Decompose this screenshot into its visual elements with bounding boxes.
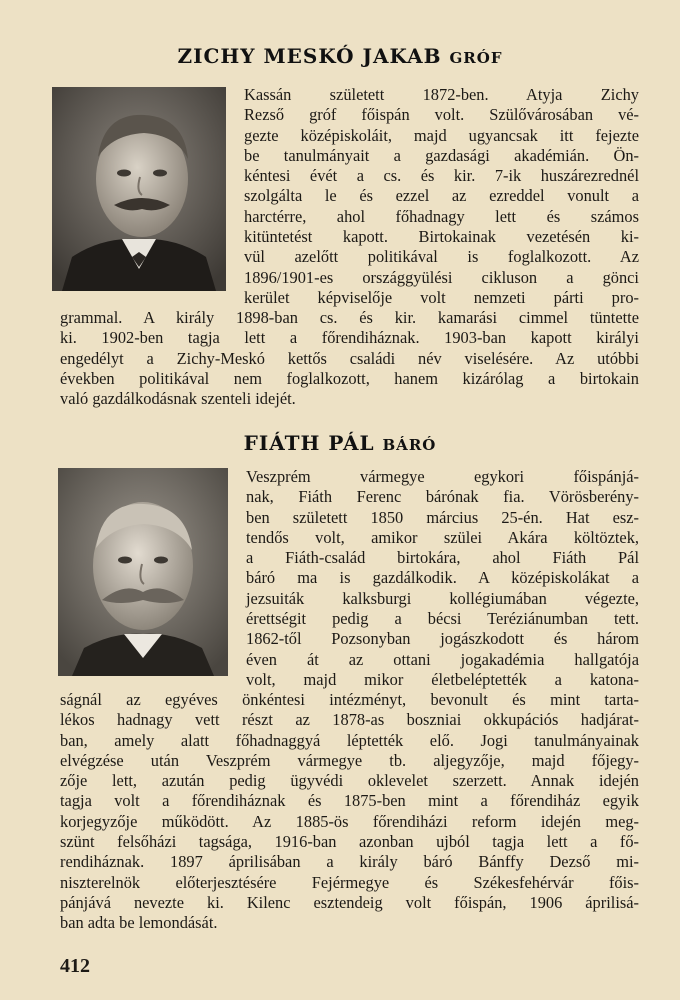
text-line: grammal. A király 1898-ban cs. és kir. kamarási cimmel tüntette	[60, 308, 639, 327]
section-2-title: FIÁTH PÁL	[243, 431, 375, 455]
text-line: kerület képviselője volt nemzeti párti pro-	[244, 287, 639, 307]
text-line: 1862-től Pozsonyban jogászkodott és három	[246, 629, 639, 649]
text-line: nak, Fiáth Ferenc bárónak fia. Vörösberény-	[246, 487, 639, 507]
section-2-text-wrapped	[246, 467, 639, 690]
page-number: 412	[60, 955, 90, 977]
text-line: rendiháznak. 1897 áprilisában a király báró Bánffy Dezső mi-	[60, 852, 639, 872]
text-line: harctérre, ahol főhadnagy lett és számos	[244, 206, 639, 226]
text-line: kitüntetést kapott. Birtokainak vezetésén ki-	[244, 227, 639, 247]
text-line: pánjává nevezte ki. Kilenc esztendeig volt főispán, 1906 áprilisá-	[60, 892, 639, 912]
text-line: volt, majd mikor életbeléptették a katona-	[246, 669, 639, 689]
text-line: ki. 1902-ben tagja lett a főrendiháznak. 1903-ban kapott királyi	[60, 328, 639, 348]
text-line: kéntesi évét a cs. és kir. 7-ik huszárezrednél	[244, 166, 639, 186]
text-line: engedélyt a Zichy-Meskó kettős családi név viselésére. Az utóbbi	[60, 348, 639, 368]
text-line: tagja volt a főrendiháznak és 1875-ben mint a főrendiház egyik	[60, 791, 639, 811]
text-line: niszterelnök előterjesztésére Fejérmegye és Székesfehérvár főis-	[60, 872, 639, 892]
text-line: való gazdálkodásnak szenteli idejét.	[60, 389, 296, 409]
text-line: ban, amely alatt főhadnaggyá léptették elő. Jogi tanulmányainak	[60, 730, 639, 750]
section-1-text-full	[60, 308, 639, 409]
text-line: ben született 1850 március 25-én. Hat esz-	[246, 507, 639, 527]
text-line: be tanulmányait a gazdasági akadémián. Ön-	[244, 145, 639, 165]
text-line: vül azelőtt politikával is foglalkozott. Az	[244, 247, 639, 267]
text-line: jezsuiták kalksburgi kollégiumában végezte,	[246, 588, 639, 608]
section-1-heading	[0, 44, 680, 68]
text-line: báró ma is gazdálkodik. A középiskolákat a	[246, 568, 639, 588]
section-1-portrait	[52, 87, 226, 291]
section-2-rank: BÁRÓ	[382, 436, 437, 454]
text-line: tendős volt, amikor szülei Akára költöztek,	[246, 527, 639, 547]
text-line: szünt felsőházi tagsága, 1916-ban azonban ujból tagja lett a fő-	[60, 832, 639, 852]
text-line: ságnál az egyéves önkéntesi intézményt, bevonult és mint tarta-	[60, 690, 639, 709]
text-line: Kassán született 1872-ben. Atyja Zichy	[244, 85, 639, 104]
text-line: Veszprém vármegye egykori főispánjá-	[246, 467, 639, 486]
section-2-heading	[0, 431, 680, 455]
text-line: a Fiáth-család birtokára, ahol Fiáth Pál	[246, 548, 639, 568]
text-line: években politikával nem foglalkozott, hanem kizárólag a birtokain	[60, 368, 639, 388]
text-line: elvégzése után Veszprém vármegye tb. aljegyzője, majd főjegy-	[60, 750, 639, 770]
text-line: korjegyzője működött. Az 1885-ös főrendiházi reform idején meg-	[60, 811, 639, 831]
text-line: éven át az ottani jogakadémia hallgatója	[246, 649, 639, 669]
section-1-rank: GRÓF	[449, 49, 503, 67]
text-line: 1896/1901-es országgyülési cikluson a gönci	[244, 267, 639, 287]
text-line: gezte középiskoláit, majd ugyancsak itt fejezte	[244, 125, 639, 145]
text-line: érettségit pedig a bécsi Teréziánumban tett.	[246, 609, 639, 629]
section-2-text-full	[60, 690, 639, 934]
text-line: lékos hadnagy vett részt az 1878-as boszniai okkupációs hadjárat-	[60, 710, 639, 730]
text-line: ban adta be lemondását.	[60, 913, 218, 933]
section-2-portrait	[58, 468, 228, 676]
portrait-photo-icon	[52, 87, 226, 291]
text-line: szolgálta le és ezzel az ezreddel vonult a	[244, 186, 639, 206]
text-line: Rezső gróf főispán volt. Szülővárosában vé-	[244, 105, 639, 125]
text-line: zője lett, azután pedig ügyvédi oklevelet szerzett. Annak idején	[60, 771, 639, 791]
portrait-photo-icon	[58, 468, 228, 676]
section-1-title: ZICHY MESKÓ JAKAB	[177, 44, 442, 68]
section-1-text-wrapped	[244, 85, 639, 308]
